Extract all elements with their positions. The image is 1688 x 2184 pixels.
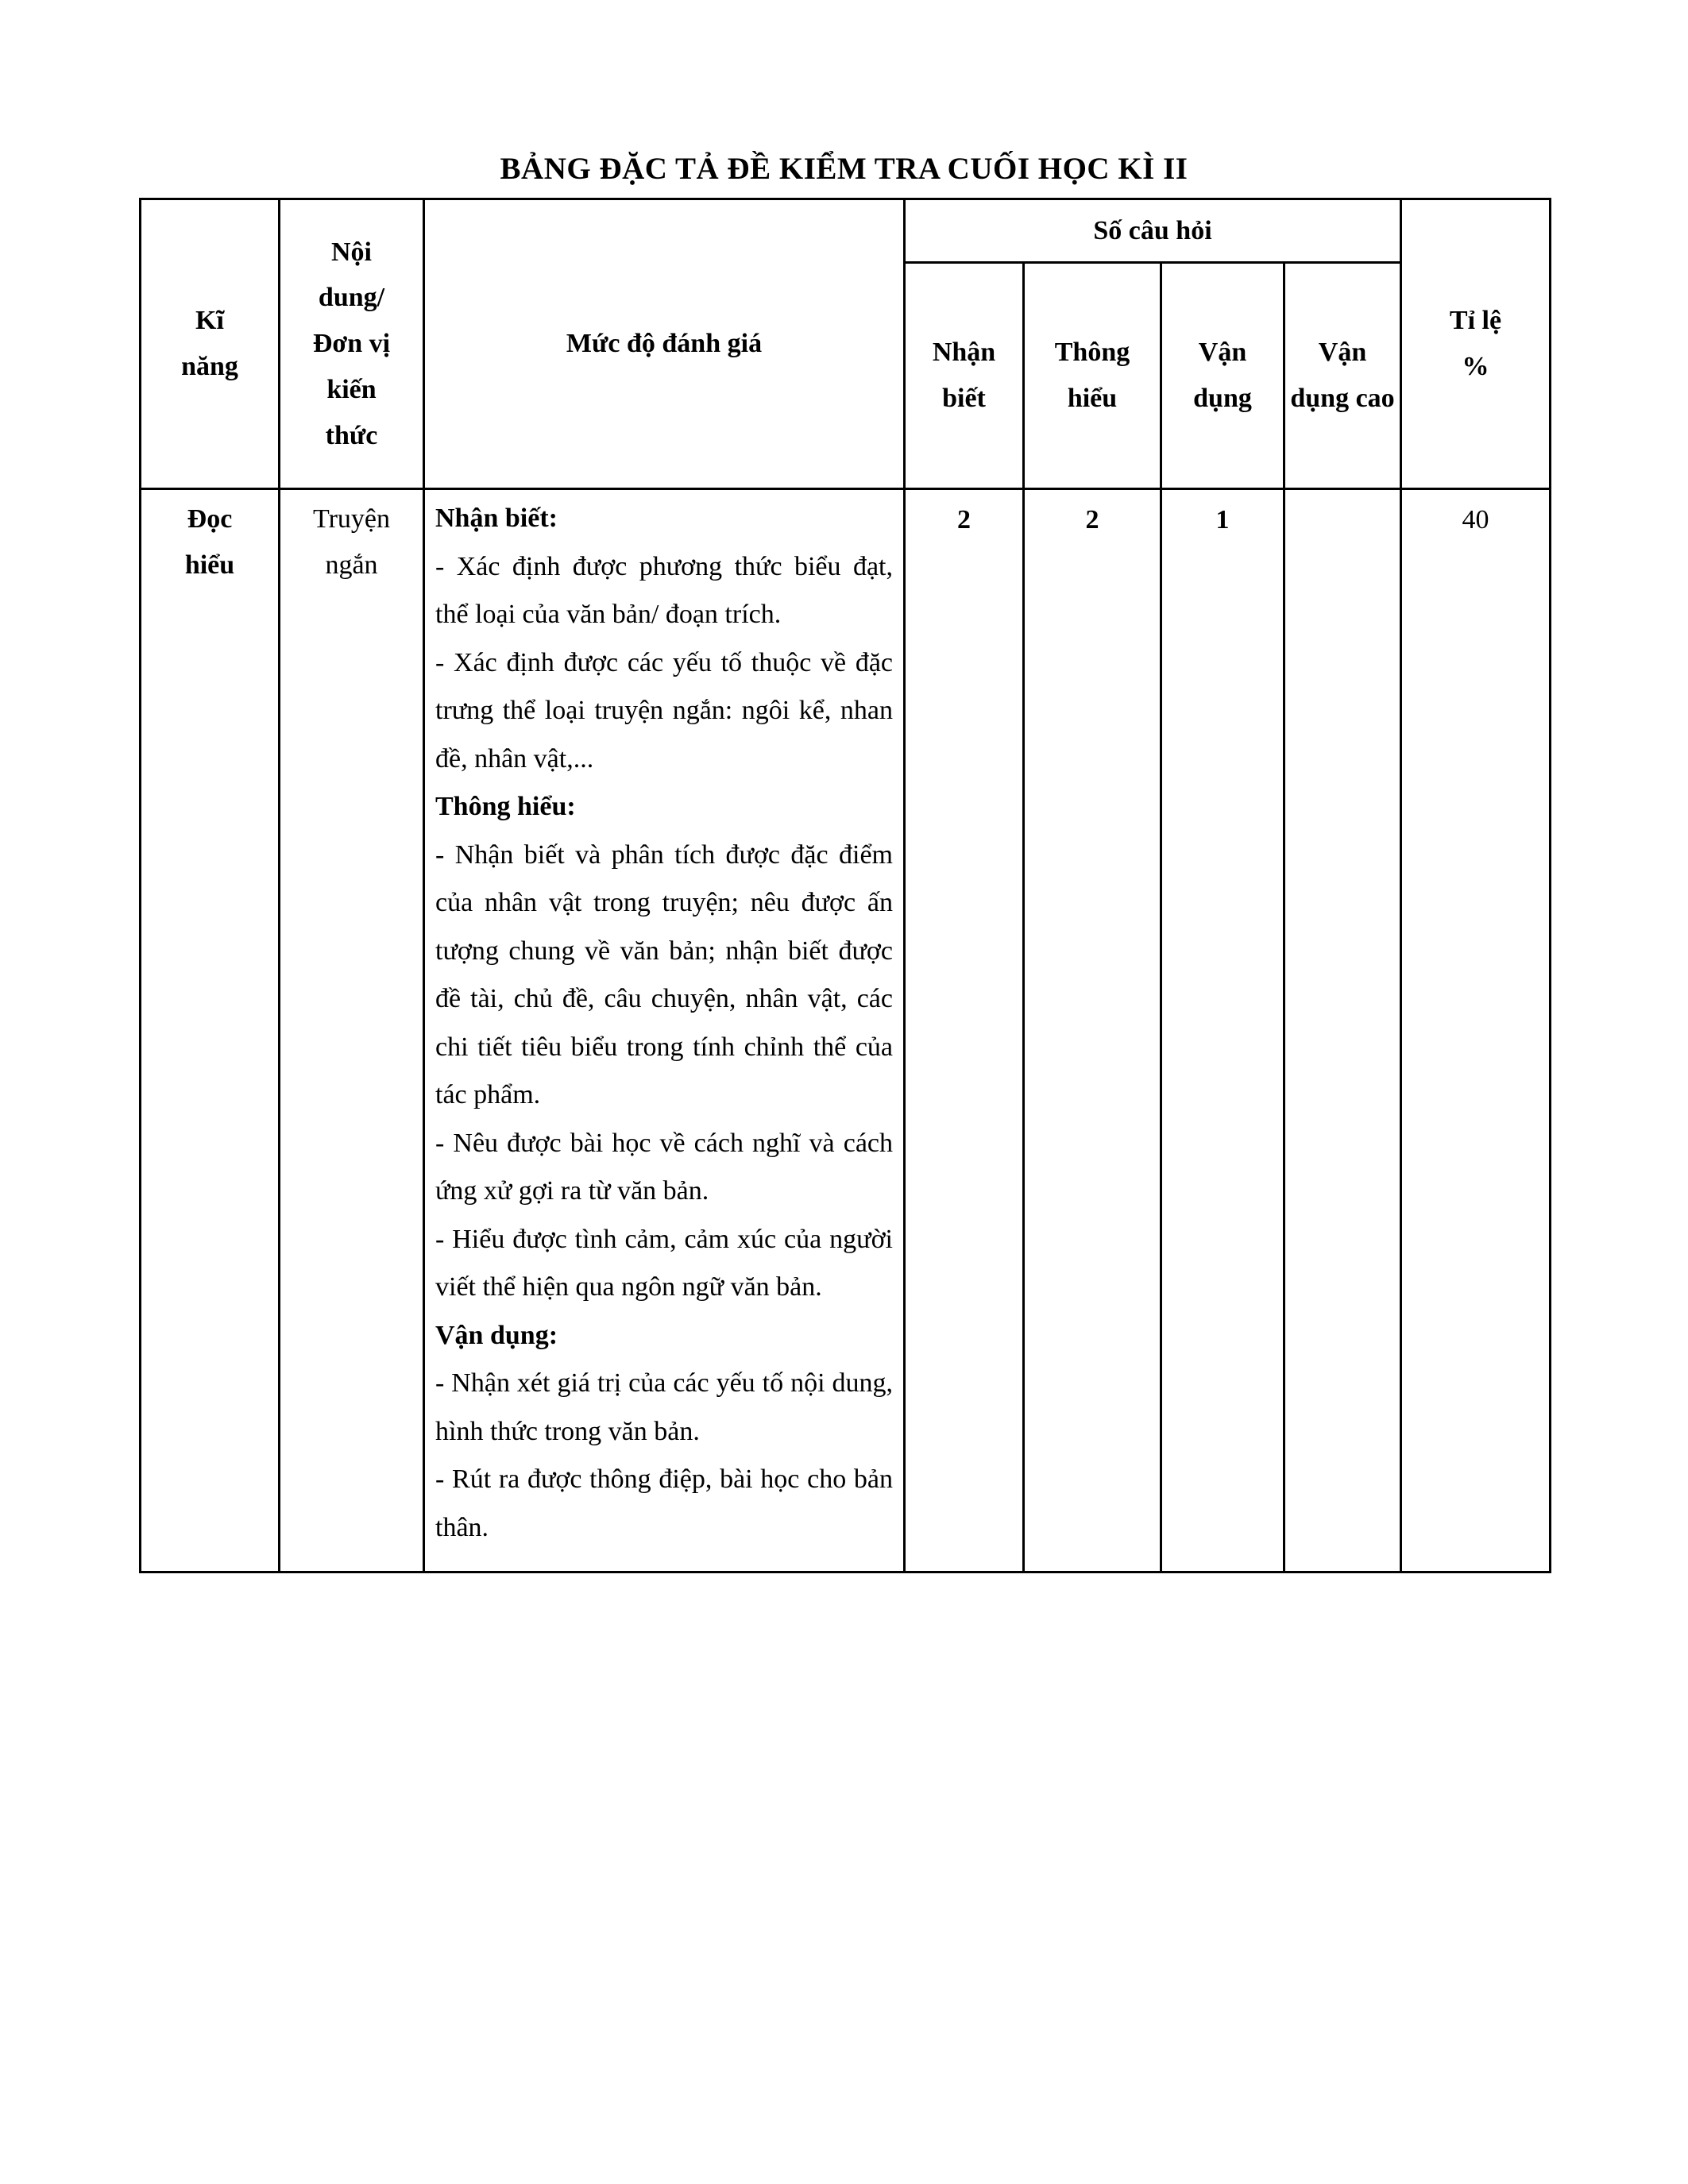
header-percentage: Tỉ lệ % <box>1401 199 1551 489</box>
header-level-van-dung: Vận dụng <box>1161 263 1284 489</box>
header-level-van-dung-cao: Vận dụng cao <box>1284 263 1401 489</box>
criteria-line: - Nhận biết và phân tích được đặc điểm của nhân vật trong truyện; nêu được ấn tượng chung về văn bản; nhận biết được đề tài, chủ đề, câu chuyện, nhân vật, các chi tiết tiêu biểu trong tính chỉnh thể của tác phẩm. <box>435 839 893 1110</box>
criteria-heading: Thông hiểu: <box>435 792 576 822</box>
cell-count-thong-hieu: 2 <box>1024 489 1161 1572</box>
criteria-line: - Xác định được các yếu tố thuộc về đặc trưng thể loại truyện ngắn: ngôi kể, nhan đề, nhân vật,... <box>435 647 893 774</box>
header-level-nhan-biet: Nhận biết <box>905 263 1024 489</box>
cell-count-nhan-biet: 2 <box>905 489 1024 1572</box>
criteria-heading: Nhận biết: <box>435 504 558 533</box>
criteria-line: - Rút ra được thông điệp, bài học cho bản thân. <box>435 1464 893 1542</box>
page-title: BẢNG ĐẶC TẢ ĐỀ KIỂM TRA CUỐI HỌC KÌ II <box>500 152 1188 186</box>
header-level-thong-hieu: Thông hiểu <box>1024 263 1161 489</box>
table-row <box>141 489 1551 1572</box>
header-question-count: Số câu hỏi <box>905 199 1401 263</box>
header-skill: Kĩ năng <box>141 199 280 489</box>
cell-criteria <box>424 489 905 1572</box>
criteria-heading: Vận dụng: <box>435 1320 558 1350</box>
criteria-line: - Xác định được phương thức biểu đạt, thể loại của văn bản/ đoạn trích. <box>435 551 893 630</box>
cell-count-van-dung: 1 <box>1161 489 1284 1572</box>
criteria-line: - Nhận xét giá trị của các yếu tố nội dung, hình thức trong văn bản. <box>435 1368 893 1446</box>
cell-percentage: 40 <box>1401 489 1551 1572</box>
header-assessment-level: Mức độ đánh giá <box>424 199 905 489</box>
header-row-top <box>141 199 1551 263</box>
cell-content-unit: Truyện ngắn <box>280 489 424 1572</box>
spec-table <box>139 198 1551 1573</box>
criteria-line: - Nêu được bài học về cách nghĩ và cách ứng xử gợi ra từ văn bản. <box>435 1128 893 1206</box>
criteria-line: - Hiểu được tình cảm, cảm xúc của người viết thể hiện qua ngôn ngữ văn bản. <box>435 1224 893 1302</box>
header-content-unit: Nội dung/ Đơn vị kiến thức <box>280 199 424 489</box>
cell-count-van-dung-cao <box>1284 489 1401 1572</box>
cell-skill: Đọc hiểu <box>141 489 280 1572</box>
